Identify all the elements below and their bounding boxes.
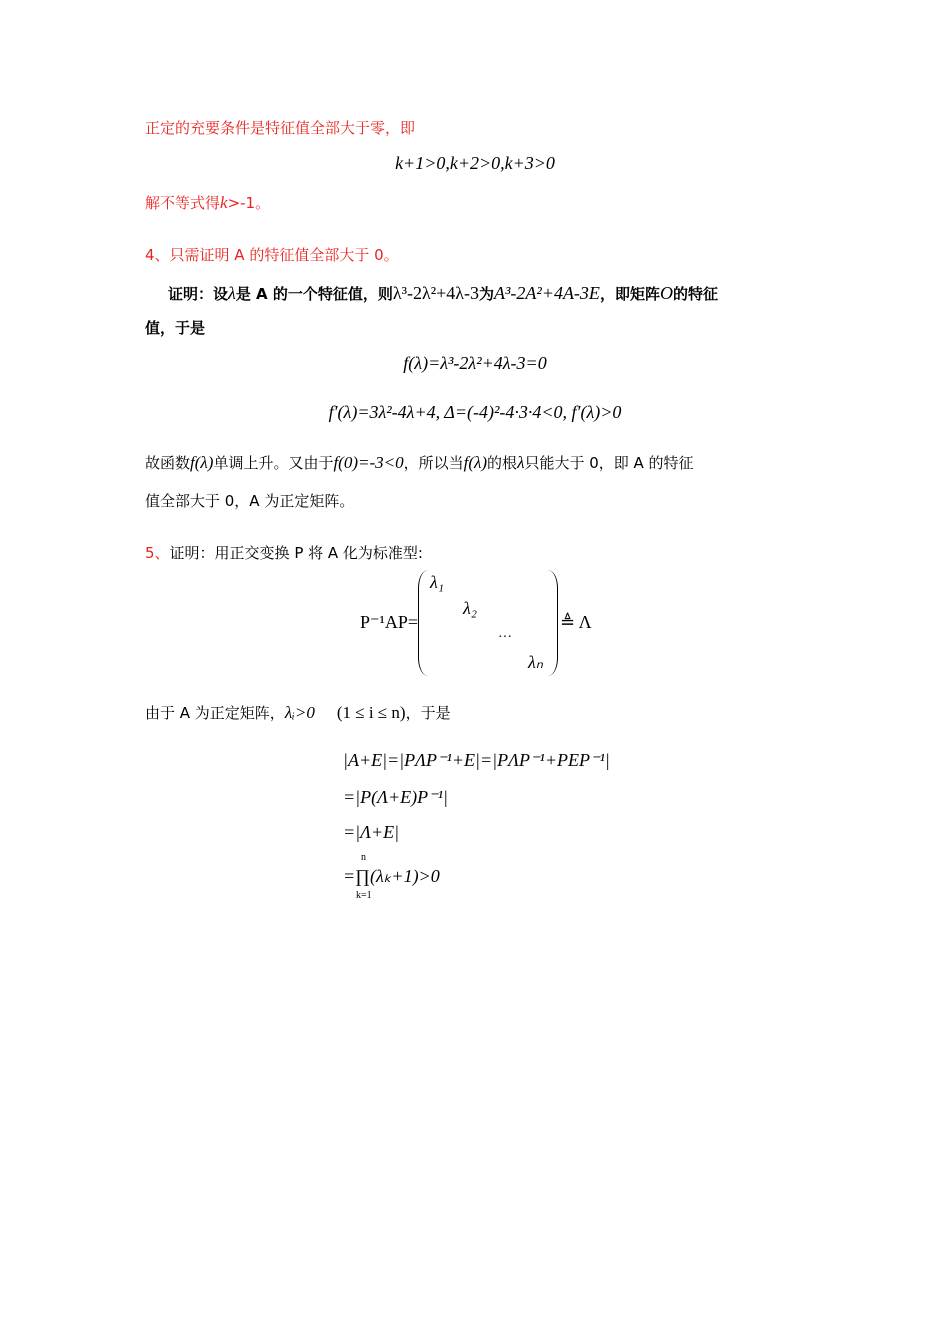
proof4-line1 [168, 283, 718, 304]
para-positive-definite [145, 703, 451, 723]
para-monotonic [145, 453, 694, 473]
matrix-entry-n: λₙ [528, 652, 543, 672]
para2-prefix: 解不等式得 [145, 194, 221, 212]
para-monotonic-line2: 值全部大于 0，A 为正定矩阵。 [145, 492, 355, 510]
proof4-label: 证明：设 [168, 285, 229, 303]
heading-item-4: 4、只需证明 A 的特征值全部大于 0。 [145, 246, 399, 264]
para3-b: 单调上升。又由于 [213, 454, 334, 472]
proof4-O: O [659, 283, 673, 303]
para4-text: 由于 A 为正定矩阵， [145, 704, 285, 722]
proof4-t2: 为 [479, 285, 495, 303]
det-prod-bottom: k=1 [356, 890, 372, 901]
para4-tail: ，于是 [405, 704, 451, 722]
para3-f1: f(λ) [190, 453, 214, 472]
proof4-lambda: λ [228, 283, 236, 303]
matrix-left-paren [418, 570, 429, 676]
proof4-t4: 的特征 [672, 285, 718, 303]
para3-l: λ [517, 453, 525, 472]
heading5-rest: 证明：用正交变换 P 将 A 化为标准型: [169, 544, 423, 562]
para-solve-inequality [145, 193, 270, 213]
para3-e: 只能大于 0，即 A 的特征 [524, 454, 694, 472]
matrix-lhs: P⁻¹AP= [360, 612, 419, 632]
proof4-t3: ，即矩阵 [599, 285, 660, 303]
para3-f2: f(0)=-3<0 [333, 453, 404, 472]
matrix-entry-dots: ··· [498, 630, 512, 645]
eq1-text: k+1>0,k+2>0,k+3>0 [395, 153, 555, 173]
para4-cond: λᵢ>0 [284, 703, 315, 722]
equation-derivative [0, 402, 950, 423]
para-sufficient-condition: 正定的充要条件是特征值全部大于零，即 [145, 119, 416, 137]
heading5-number: 5、 [145, 544, 170, 562]
proof4-poly: λ³-2λ²+4λ-3 [392, 283, 479, 303]
det-line-4: =∏(λₖ+1)>0 [343, 866, 440, 886]
matrix-rhs: ≜ Λ [560, 612, 592, 632]
para3-d: 的根 [487, 454, 518, 472]
matrix-entry-1: λ₁ [430, 572, 445, 592]
para3-c: ，所以当 [403, 454, 464, 472]
eq2-text: f(λ)=λ³-2λ²+4λ-3=0 [403, 353, 547, 373]
para2-var: k [220, 193, 228, 212]
proof4-line2: 值，于是 [145, 319, 206, 337]
proof4-matpoly: A³-2A²+4A-3E [494, 283, 600, 303]
heading-item-5 [145, 543, 423, 563]
equation-f-lambda [0, 353, 950, 374]
det-line-1: |A+E|=|PΛP⁻¹+E|=|PΛP⁻¹+PEP⁻¹| [343, 750, 610, 770]
para3-a: 故函数 [145, 454, 191, 472]
det-line-2: =|P(Λ+E)P⁻¹| [343, 787, 448, 807]
equation-k-inequalities [0, 153, 950, 174]
para2-suffix: >-1。 [227, 194, 271, 212]
proof4-t1: 是 A 的一个特征值，则 [235, 285, 393, 303]
eq3-text: f′(λ)=3λ²-4λ+4, Δ=(-4)²-4·3·4<0, f′(λ)>0 [328, 402, 622, 422]
det-prod-top: n [361, 852, 366, 863]
matrix-right-paren [547, 570, 558, 676]
matrix-entry-2: λ₂ [463, 598, 478, 618]
det-line-3: =|Λ+E| [343, 822, 400, 842]
para3-f3: f(λ) [463, 453, 488, 472]
diagonal-matrix [418, 570, 558, 678]
para4-range: (1 ≤ i ≤ n) [336, 703, 406, 722]
